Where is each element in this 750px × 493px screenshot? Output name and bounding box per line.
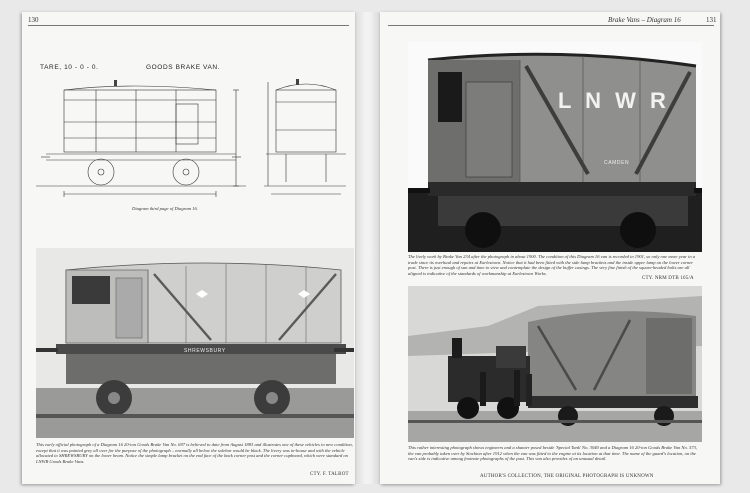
lnwr-photo-credit: CTY. NRM DTB 105/A [642,276,694,281]
lnwr-van-photo [408,42,702,252]
shrewsbury-photo-credit: CTY. F. TALBOT [310,472,349,477]
drawing-tare-label: TARE, 10 - 0 - 0. [40,64,99,71]
lnwr-photo-caption: The lively work by Brake Van 234 after the photograph in about 1900. The condition of this Diagram 16 van is recorded in 1901, so only one more year in a trade since its overhaul and repairs at Earlestown. Notice that it had been fitted with the side lamp brackets and the inside upper lamp on the lower corner post. There is just enough of sun and time to view and contemplate the design of the buffer casings. The very fine finish of the square-headed bolts are all aligned is indicative of the standards of workmanship at Earlestown Works. [408,254,696,276]
shrewsbury-van-image [36,248,354,438]
lnwr-lettering: L N W R [558,88,670,113]
shrewsbury-van-photo [36,248,354,438]
running-head: Brake Vans – Diagram 16 [608,16,681,24]
engine-photo-credit: AUTHOR'S COLLECTION, THE ORIGINAL PHOTOGRAPH IS UNKNOWN [480,474,654,479]
engine-and-van-image [408,286,702,442]
header-rule-right [388,25,714,26]
right-page [380,12,720,484]
page-number-right: 131 [706,16,717,24]
header-rule [28,25,349,26]
book-gutter [355,12,380,484]
drawing-title: GOODS BRAKE VAN. [146,64,221,71]
engine-and-van-photo [408,286,702,442]
page-number-left: 130 [28,16,39,24]
left-page [22,12,355,484]
van-allocation-lettering: SHREWSBURY [184,348,226,354]
shrewsbury-photo-caption: This early official photograph of a Diagram 16 20-ton Goods Brake Van No. 697 is believed to date from August 1883 and illustrates one of these vehicles in new condition, except that it was painted grey all over for the purpose of the photograph – normally all below the solebar would be black. The livery was in-house and with the vehicle allocated to SHREWSBURY on the lower beam. Notice the simple lamp bracket on the end face of the back corner post and the corner cupboard, which were standard on LNWR Goods Brake Vans. [36,442,353,464]
camden-lettering: CAMDEN [604,160,630,166]
engine-photo-caption: This rather interesting photograph shows engineers and a shunter posed beside 'Special Tank' No. 3040 and a Diagram 16 20-ton Goods Brake Van No. 573, the van probably taken over by Stockton after 1912 when the van was fitted to the engine at its location at that time. The name of the guard's location, on the van's side is indicative among footnote photographs of the past. This van also provides of an unusual detail. [408,445,698,462]
lnwr-van-image [408,42,702,252]
drawing-caption: Diagram third page of Diagram 16. [132,206,198,211]
drawing-linework [36,52,346,202]
goods-brake-van-drawing [36,52,346,202]
